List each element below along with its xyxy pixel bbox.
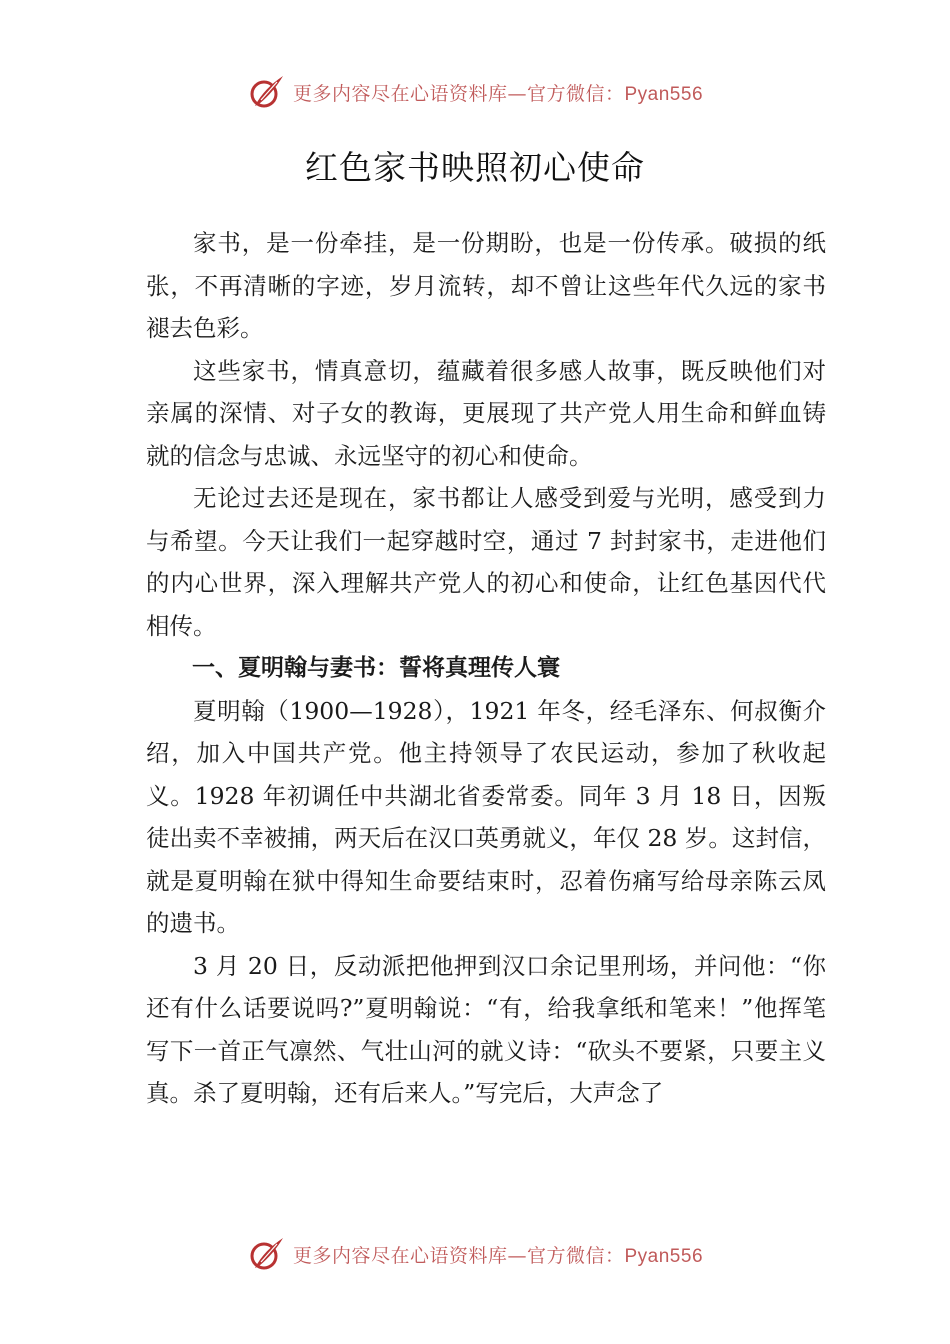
document-title: 红色家书映照初心使命 <box>305 148 645 187</box>
paragraph-intro: 家书，是一份牵挂，是一份期盼，也是一份传承。破损的纸张，不再清晰的字迹，岁月流转，却不曾让这些年代久远的家书褪去色彩。 <box>146 229 826 342</box>
paragraph-biography: 夏明翰（1900—1928），1921 年冬，经毛泽东、何叔衡介绍，加入中国共产党。他主持领导了农民运动，参加了秋收起义。1928 年初调任中共湖北省委常委。同年 3 月 18 日，因叛徒出卖不幸被捕，两天后在汉口英勇就义，年仅 28 岁。这封信，就是夏明翰在狱中得知生命要结束时，忍着伤痛写给母亲陈云凤的遗书。 <box>146 696 826 937</box>
header-banner-wechat: Pyan556 <box>624 83 704 105</box>
quill-pen-logo-icon <box>247 1234 287 1274</box>
footer-banner-wechat: Pyan556 <box>624 1245 704 1267</box>
quill-pen-logo-icon <box>247 72 287 112</box>
section-heading-1: 一、夏明翰与妻书：誓将真理传人寰 <box>192 655 560 681</box>
footer-banner-text <box>293 1241 703 1268</box>
header-banner-main: 更多内容尽在心语资料库—官方微信： <box>292 82 625 105</box>
paragraph-purpose: 无论过去还是现在，家书都让人感受到爱与光明，感受到力与希望。今天让我们一起穿越时空，通过 7 封封家书，走进他们的内心世界，深入理解共产党人的初心和使命，让红色基因代代相传。 <box>146 484 826 640</box>
header-banner-text <box>293 79 703 106</box>
document-body <box>146 222 826 1115</box>
footer-banner-main: 更多内容尽在心语资料库—官方微信： <box>292 1244 625 1267</box>
paragraph-letters: 这些家书，情真意切，蕴藏着很多感人故事，既反映他们对亲属的深情、对子女的教诲，更展现了共产党人用生命和鲜血铸就的信念与忠诚、永远坚守的初心和使命。 <box>146 356 826 470</box>
footer-banner <box>0 1232 950 1276</box>
paragraph-execution: 3 月 20 日，反动派把他押到汉口余记里刑场，并问他：“你还有什么话要说吗?”夏明翰说：“有，给我拿纸和笔来！”他挥笔写下一首正气凛然、气壮山河的就义诗：“砍头不要紧，只要主义真。杀了夏明翰，还有后来人。”写完后，大声念了 <box>146 951 826 1107</box>
header-banner <box>0 70 950 114</box>
